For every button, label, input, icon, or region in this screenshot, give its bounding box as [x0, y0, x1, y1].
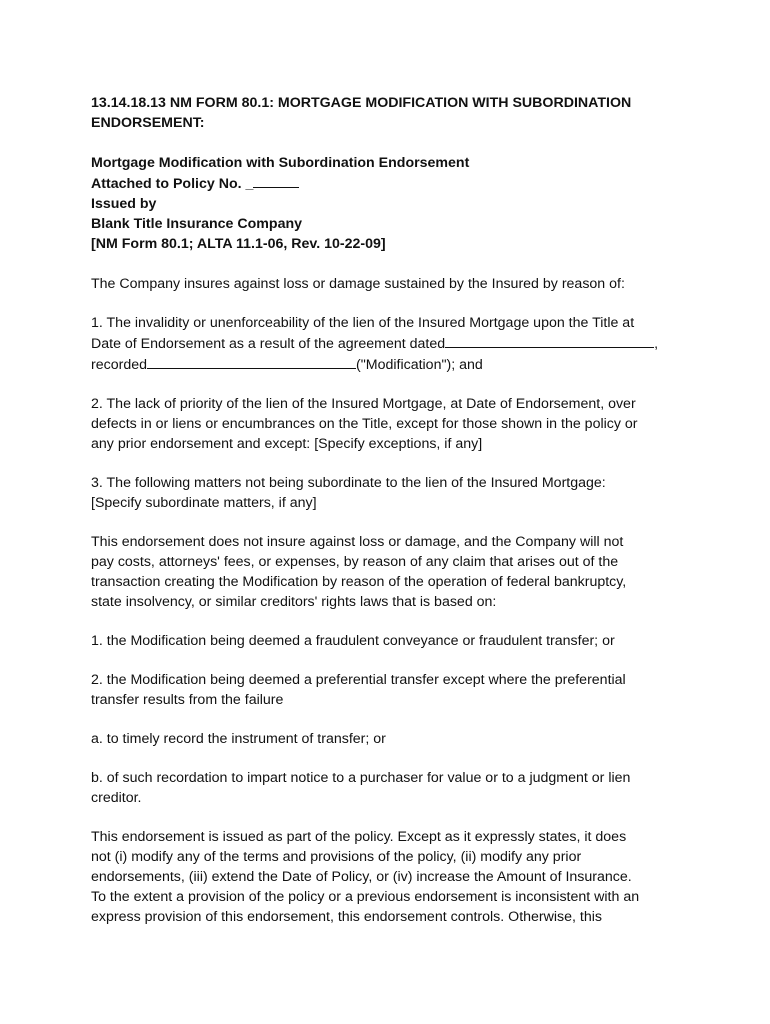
closing-paragraph	[91, 827, 691, 927]
paragraph-line: This endorsement does not insure against loss or damage, and the Company will not	[91, 534, 624, 550]
item-line: defects in or liens or encumbrances on the Title, except for those shown in the policy or	[91, 416, 638, 432]
insuring-item-3	[91, 473, 691, 513]
paragraph-line: not (i) modify any of the terms and provisions of the policy, (ii) modify any prior	[91, 849, 582, 865]
item-line	[91, 354, 691, 375]
item-line: transfer results from the failure	[91, 692, 284, 708]
paragraph-line: transaction creating the Modification by reason of the operation of federal bankruptcy,	[91, 574, 627, 590]
agreement-date-field[interactable]	[445, 333, 654, 348]
item-line: 2. the Modification being deemed a preferential transfer except where the preferential	[91, 672, 626, 688]
item-line: b. of such recordation to impart notice to a purchaser for value or to a judgment or lien	[91, 770, 631, 786]
document-page	[91, 93, 691, 927]
item-line: creditor.	[91, 790, 142, 806]
exclusion-paragraph	[91, 532, 691, 612]
item-line: any prior endorsement and except: [Specify exceptions, if any]	[91, 436, 483, 452]
modification-label: ("Modification"); and	[356, 357, 483, 373]
endorsement-name: Mortgage Modification with Subordination Endorsement	[91, 155, 470, 171]
recorded-label: recorded	[91, 357, 147, 373]
section-title	[91, 93, 691, 133]
exclusion-subitem-b	[91, 768, 691, 808]
agreement-date-label: Date of Endorsement as a result of the agreement dated	[91, 336, 446, 352]
issued-by-label: Issued by	[91, 196, 157, 212]
policy-number-line	[91, 173, 691, 194]
paragraph-line: state insolvency, or similar creditors' rights laws that is based on:	[91, 594, 497, 610]
item-line: 1. The invalidity or unenforceability of the lien of the Insured Mortgage upon the Title at	[91, 315, 635, 331]
insuring-item-1	[91, 313, 691, 375]
policy-number-field[interactable]	[253, 173, 299, 188]
section-title-line: ENDORSEMENT:	[91, 115, 205, 131]
comma: ,	[654, 336, 659, 352]
paragraph-line: This endorsement is issued as part of the policy. Except as it expressly states, it does	[91, 829, 627, 845]
paragraph-line: pay costs, attorneys' fees, or expenses, by reason of any claim that arises out of the	[91, 554, 619, 570]
item-line: 3. The following matters not being subordinate to the lien of the Insured Mortgage:	[91, 475, 606, 491]
item-line: 2. The lack of priority of the lien of the Insured Mortgage, at Date of Endorsement, over	[91, 396, 636, 412]
section-title-line: 13.14.18.13 NM FORM 80.1: MORTGAGE MODIFICATION WITH SUBORDINATION	[91, 95, 632, 111]
exclusion-item-2	[91, 670, 691, 710]
policy-number-label: Attached to Policy No. _	[91, 176, 254, 192]
intro-paragraph: The Company insures against loss or damage sustained by the Insured by reason of:	[91, 276, 625, 292]
recorded-field[interactable]	[147, 354, 356, 369]
insuring-item-2	[91, 394, 691, 454]
exclusion-subitem-a: a. to timely record the instrument of transfer; or	[91, 731, 386, 747]
item-line	[91, 333, 691, 354]
paragraph-line: To the extent a provision of the policy or a previous endorsement is inconsistent with an	[91, 889, 640, 905]
endorsement-header	[91, 153, 691, 254]
paragraph-line: express provision of this endorsement, this endorsement controls. Otherwise, this	[91, 909, 602, 925]
paragraph-line: endorsements, (iii) extend the Date of Policy, or (iv) increase the Amount of Insurance.	[91, 869, 632, 885]
form-reference: [NM Form 80.1; ALTA 11.1-06, Rev. 10-22-09]	[91, 236, 386, 252]
company-name: Blank Title Insurance Company	[91, 216, 303, 232]
exclusion-item-1: 1. the Modification being deemed a fraudulent conveyance or fraudulent transfer; or	[91, 633, 615, 649]
item-line: [Specify subordinate matters, if any]	[91, 495, 317, 511]
